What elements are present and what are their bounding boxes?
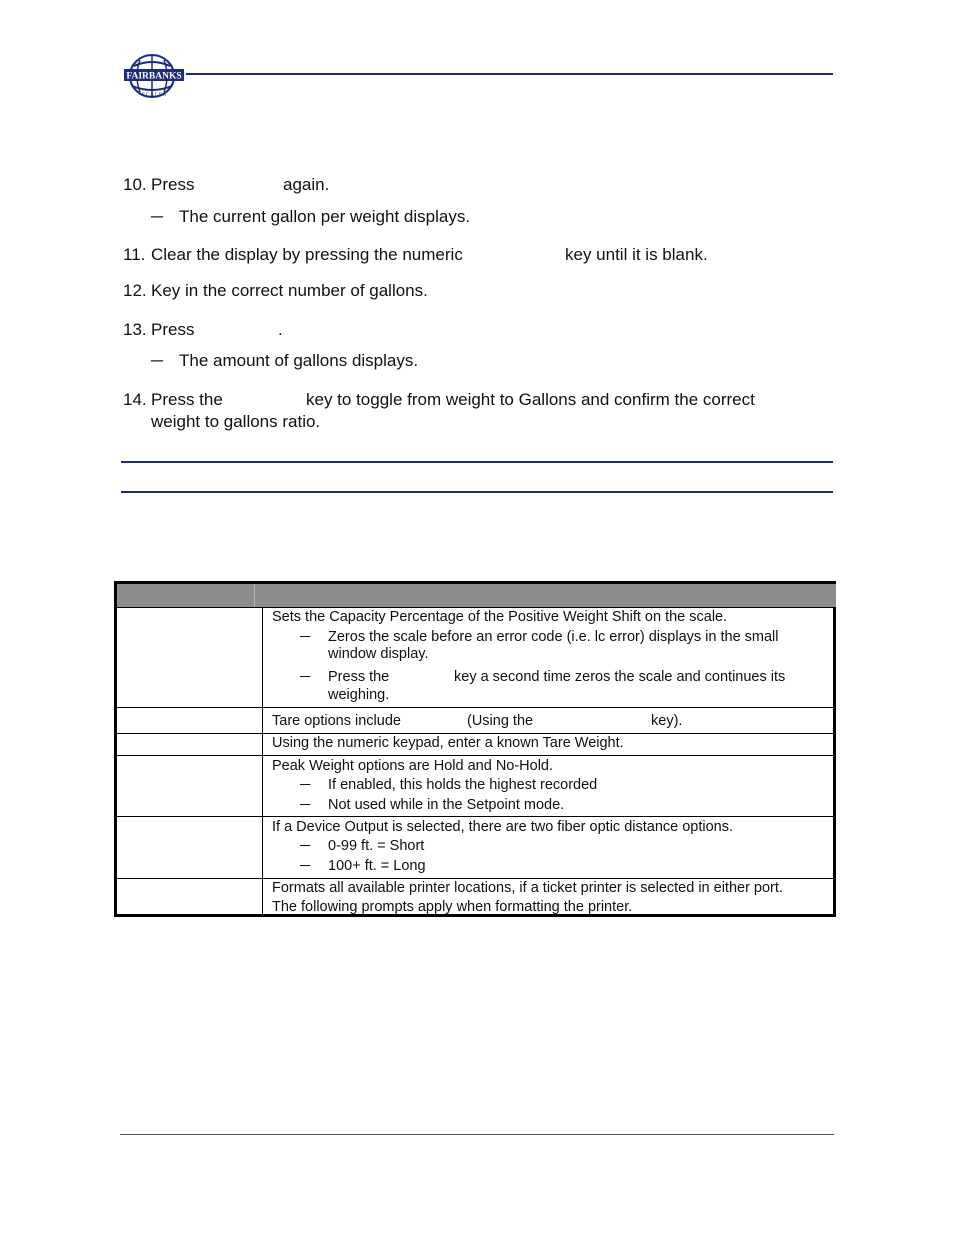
row-divider — [117, 755, 836, 756]
row-1-note-tail: key a second time zeros the scale and continues its — [454, 669, 786, 685]
section-rule-top — [121, 461, 833, 463]
svg-text:FAIRBANKS: FAIRBANKS — [126, 71, 182, 82]
fairbanks-logo — [122, 54, 186, 100]
step-11: 11. Clear the display by pressing the numeric key until it is blank. — [123, 245, 708, 264]
step-13-note: ─ The amount of gallons displays. — [151, 351, 419, 370]
row-1-note: ─ Press the — [300, 669, 390, 685]
row-4-note: ─ Not used while in the Setpoint mode. — [300, 797, 565, 813]
table-header — [117, 584, 836, 607]
row-2-text: Tare options include — [272, 713, 401, 729]
row-4-text: Peak Weight options are Hold and No-Hold. — [272, 758, 554, 774]
row-4-note: ─ If enabled, this holds the highest recorded — [300, 777, 598, 793]
step-14: 14. Press the key to toggle from weight to Gallons and confirm the correct — [123, 390, 755, 409]
table-column-divider — [262, 607, 263, 917]
step-13: 13. Press . — [123, 320, 283, 339]
section-rule-bottom — [121, 491, 833, 493]
row-1-text: Sets the Capacity Percentage of the Positive Weight Shift on the scale. — [272, 609, 728, 625]
row-divider — [117, 707, 836, 708]
row-2-text-mid: (Using the — [467, 713, 534, 729]
row-divider — [117, 816, 836, 817]
row-1-note: ─ Zeros the scale before an error code (i.e. lc error) displays in the small — [300, 629, 779, 645]
row-2-text-end: key). — [651, 713, 683, 729]
row-6-text-cont: The following prompts apply when formatting the printer. — [272, 899, 633, 915]
row-5-note: ─ 0-99 ft. = Short — [300, 838, 425, 854]
row-6-text: Formats all available printer locations, if a ticket printer is selected in either port. — [272, 880, 783, 896]
step-14-cont: weight to gallons ratio. — [151, 412, 321, 431]
header-rule — [186, 73, 833, 75]
footer-rule — [120, 1134, 834, 1135]
step-10-note: ─ The current gallon per weight displays. — [151, 207, 471, 226]
row-5-note: ─ 100+ ft. = Long — [300, 858, 426, 874]
row-1-note-cont: weighing. — [328, 687, 390, 703]
step-12: 12. Key in the correct number of gallons. — [123, 281, 428, 300]
row-3-text: Using the numeric keypad, enter a known Tare Weight. — [272, 735, 624, 751]
table-header-divider — [254, 584, 255, 607]
row-5-text: If a Device Output is selected, there are two fiber optic distance options. — [272, 819, 734, 835]
step-10: 10. Press again. — [123, 175, 330, 194]
svg-text:S C A L E S: S C A L E S — [141, 93, 167, 98]
row-1-note-cont: window display. — [328, 646, 429, 662]
